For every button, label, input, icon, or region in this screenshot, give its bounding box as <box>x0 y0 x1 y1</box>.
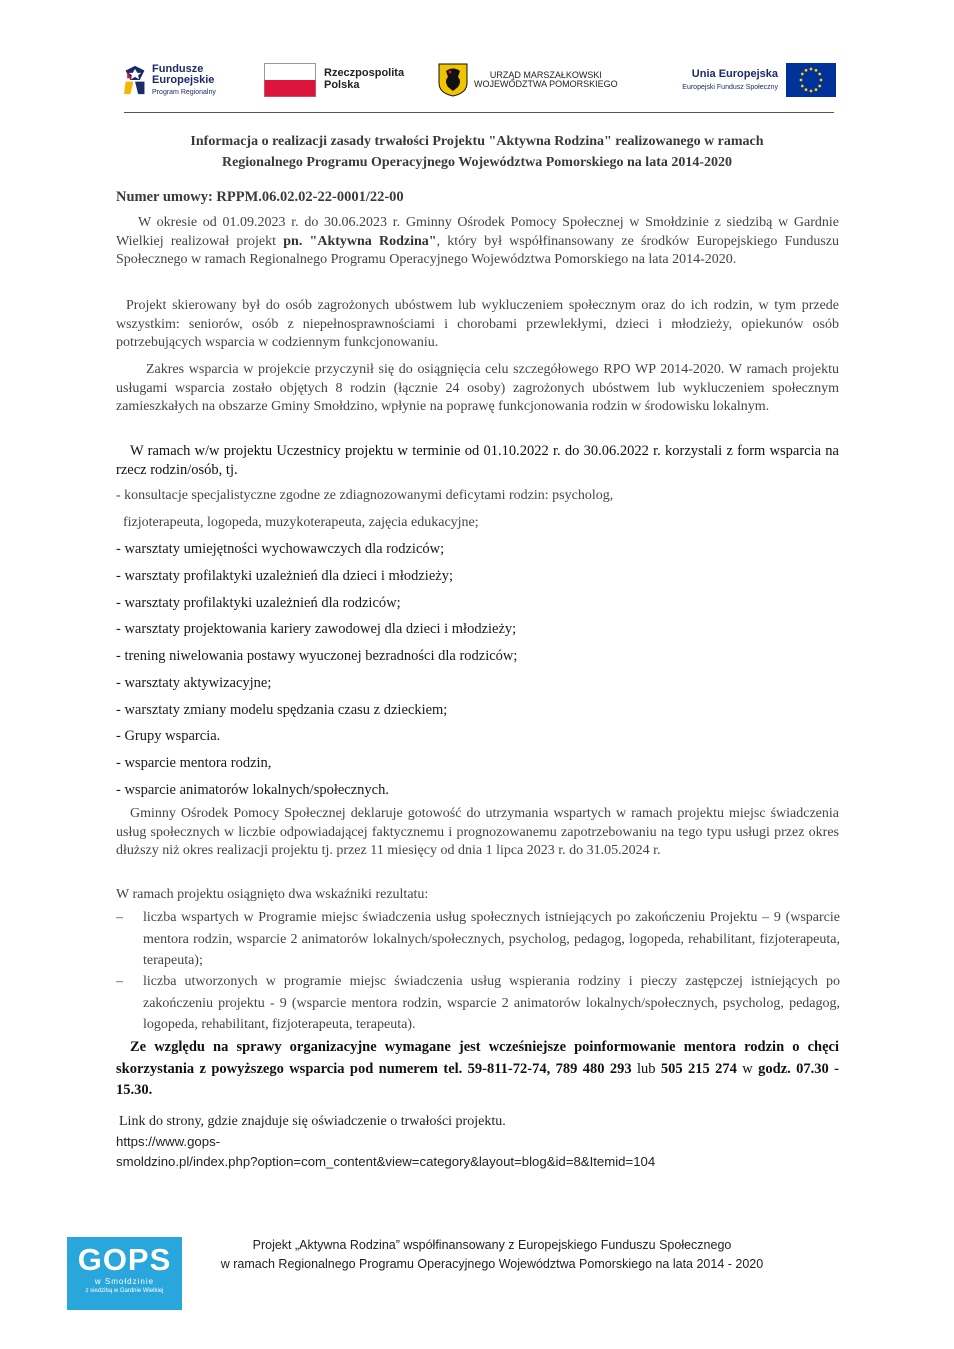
list-item: fizjoterapeuta, logopeda, muzykoterapeuta, zajęcia edukacyjne; <box>123 514 479 530</box>
list-item: - warsztaty profilaktyki uzależnień dla rodziców; <box>116 594 401 611</box>
contact-phone: 505 215 274 <box>655 1060 743 1077</box>
gops-logo-line1: w Smołdzinie <box>94 1277 155 1286</box>
paragraph-declaration: Gminny Ośrodek Pomocy Społecznej deklaruje gotowość do utrzymania wspartych w ramach projektu miejsc świadczenia usług społecznych w liczbie odpowiadającej faktycznemu i prognozowanemu zapotrzebowaniu na tego typu usługi przez okres dłuższy niż okres realizacji projektu tj. przez 11 miesięcy od dnia 1 lipca 2023 r. do 31.05.2024 r. <box>116 806 839 858</box>
paragraph-period <box>116 214 839 270</box>
um-line2: WOJEWÓDZTWA POMORSKIEGO <box>474 79 618 89</box>
paragraph-scope: Zakres wsparcia w projekcie przyczynił się do osiągnięcia celu szczegółowego RPO WP 2014-2020. W ramach projektu usługami wsparcia zostało objętych 8 rodzin (łącznie 24 osoby) zagrożonych ubóstwem lub wykluczeniem społecznym zamieszkałych na obszarze Gminy Smołdzino, wpłynie na poprawę funkcjonowania rodzin w środowisku lokalnym. <box>116 362 839 414</box>
link-url-line2[interactable]: smoldzino.pl/index.php?option=com_content&view=category&layout=blog&id=8&Itemid=104 <box>116 1154 656 1169</box>
rzeczpospolita-logo <box>264 58 414 102</box>
eu-flag-icon <box>786 63 836 97</box>
fe-subtitle: Program Regionalny <box>152 88 216 96</box>
list-item: - trening niwelowania postawy wyuczonej bezradności dla rodziców; <box>116 648 518 665</box>
list-item: - Grupy wsparcia. <box>116 728 221 745</box>
p1-project-name: pn. "Aktywna Rodzina" <box>283 233 437 249</box>
gops-logo-word: GOPS <box>77 1242 172 1277</box>
fundusze-europejskie-icon <box>124 60 146 100</box>
dash-bullet: – <box>116 974 123 989</box>
header-divider <box>124 112 834 113</box>
footer-line1: Projekt „Aktywna Rodzina” współfinansowany z Europejskiego Funduszu Społecznego <box>252 1238 732 1252</box>
link-lead: Link do strony, gdzie znajduje się oświadczenie o trwałości projektu. <box>119 1114 506 1129</box>
indicator-list <box>116 907 840 972</box>
heading-line2: Regionalnego Programu Operacyjnego Województwa Pomorskiego na lata 2014-2020 <box>221 155 733 170</box>
list-item: - warsztaty projektowania kariery zawodowej dla dzieci i młodzieży; <box>116 621 517 638</box>
list-item: - warsztaty zmiany modelu spędzania czasu z dzieckiem; <box>116 701 448 718</box>
indicator-list <box>116 971 840 1036</box>
contract-number: Numer umowy: RPPM.06.02.02-22-0001/22-00 <box>116 189 404 205</box>
ue-subtitle: Europejski Fundusz Społeczny <box>682 83 778 91</box>
um-line1: URZĄD MARSZAŁKOWSKI <box>489 69 602 80</box>
fe-title: Fundusze Europejskie <box>152 62 215 87</box>
rp-text: Rzeczpospolita Polska <box>324 67 405 91</box>
gops-logo <box>67 1237 182 1310</box>
list-item: - warsztaty aktywizacyjne; <box>116 674 272 691</box>
p1-after: , który był współfinansowany ze środków Europejskiego Funduszu Społecznego w ramach Regionalnego Programu Operacyjnego Województwa Pomorskiego na lata 2014-2020. <box>116 233 840 267</box>
indicator-text: liczba utworzonych w programie miejsc świadczenia usług wspierania rodziny i pieczy zastępczej istniejących po zakończeniu projektu - 9 (wsparcie mentora rodzin, wsparcie 2 animatorów lokalnych/społecznych, psycholog, pedagog, logopeda, rehabilitant, fizjoterapeuta, terapeuta). <box>143 974 840 1032</box>
contact-or: lub <box>636 1060 656 1077</box>
fundusze-europejskie-logo <box>124 58 244 102</box>
contact-text: Ze względu na sprawy organizacyjne wymagane jest wcześniejsze poinformowanie mentora rodzin o chęci skorzystania z powyższego wsparcia pod numerem tel. 59-811-72-74, 789 480 293 <box>116 1039 839 1077</box>
logo-strip <box>118 58 836 106</box>
indicator-item <box>116 907 840 972</box>
urzad-marszalkowski-logo <box>438 58 638 102</box>
support-list <box>116 487 613 807</box>
griffin-crest-icon <box>438 63 468 97</box>
paragraph-contact-notice <box>116 1037 839 1102</box>
paragraph-indicators-intro: W ramach projektu osiągnięto dwa wskaźniki rezultatu: <box>116 887 429 902</box>
list-item: - konsultacje specjalistyczne zgodne ze zdiagnozowanymi deficytami rodzin: psycholog, <box>116 488 614 503</box>
indicator-text: liczba wspartych w Programie miejsc świadczenia usług społecznych istniejących po zakończeniu Projektu – 9 (wsparcie mentora rodzin, wsparcie 2 animatorów lokalnych/społecznych, psycholog, pedagog, logopeda, rehabilitant, fizjoterapeuta, terapeuta); <box>143 910 840 968</box>
contact-in: w <box>742 1060 753 1077</box>
indicator-item <box>116 971 840 1036</box>
paragraph-target-group: Projekt skierowany był do osób zagrożonych ubóstwem lub wykluczeniem społecznym oraz do ich rodzin, w tym przede wszystkim: seniorów, osób z niepełnosprawnościami i chorobami przewlekłymi, dzieci i młodzieży, opiekunów osób potrzebujących wsparcia w codziennym funkcjonowaniu. <box>116 298 839 350</box>
p1-before: W okresie od 01.09.2023 r. do 30.06.2023 r. Gminny Ośrodek Pomocy Społecznej w Smołdzinie z siedzibą w Gardnie Wielkiej realizował projekt <box>116 215 839 249</box>
link-url-line1[interactable]: https://www.gops- <box>116 1134 221 1149</box>
unia-europejska-logo <box>656 58 836 102</box>
heading-line1: Informacja o realizacji zasady trwałości Projektu "Aktywna Rodzina" realizowanego w ramach <box>190 134 764 149</box>
document-heading <box>116 131 838 173</box>
footer-line2: w ramach Regionalnego Programu Operacyjnego Województwa Pomorskiego na lata 2014 - 2020 <box>220 1257 764 1271</box>
list-item: - warsztaty profilaktyki uzależnień dla dzieci i młodzieży; <box>116 568 453 585</box>
list-item: - wsparcie mentora rodzin, <box>116 754 272 771</box>
contact-hours: godz. 07.30 - 15.30. <box>116 1060 839 1098</box>
polish-flag-icon <box>264 63 316 97</box>
footer-text <box>192 1236 792 1274</box>
list-item: - wsparcie animatorów lokalnych/społecznych. <box>116 781 389 798</box>
gops-logo-line2: z siedzibą w Gardnie Wielkiej <box>85 1288 164 1294</box>
list-item: - warsztaty umiejętności wychowawczych dla rodziców; <box>116 541 445 558</box>
link-block <box>116 1112 839 1172</box>
ue-title: Unia Europejska <box>691 68 778 81</box>
paragraph-forms-intro: W ramach w/w projektu Uczestnicy projektu w terminie od 01.10.2022 r. do 30.06.2022 r. korzystali z form wsparcia na rzecz rodzin/osób, tj. <box>116 443 839 478</box>
dash-bullet: – <box>116 910 123 925</box>
